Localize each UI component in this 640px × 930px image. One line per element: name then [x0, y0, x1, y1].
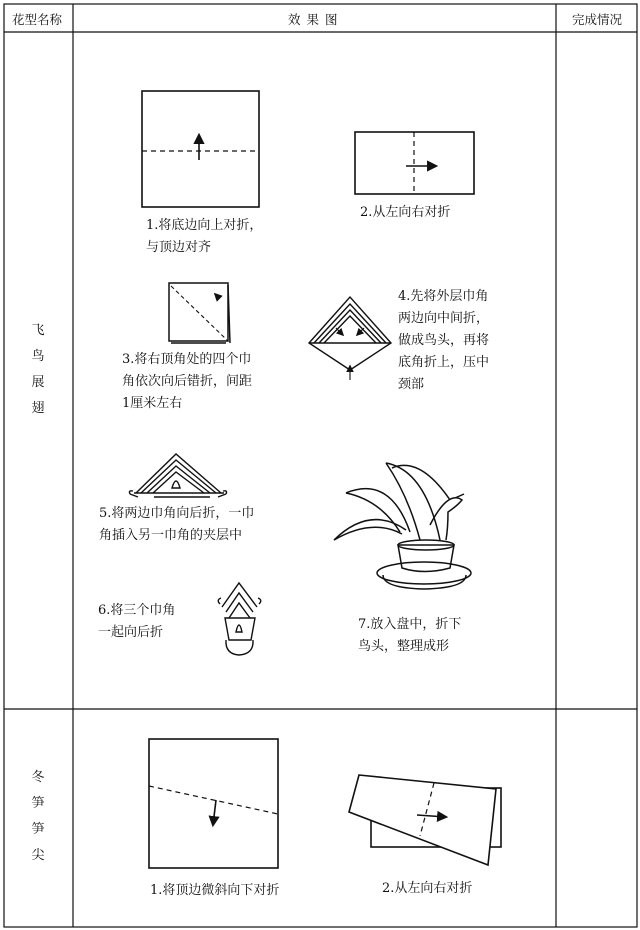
step4-diagram: [309, 297, 391, 380]
step2-caption: 2.从左向右对折: [360, 205, 451, 220]
step6-caption: 6.将三个巾角 一起向后折: [98, 603, 176, 640]
step3-diagram: [169, 283, 230, 343]
row1-name-char: 翅: [31, 401, 45, 416]
step6-diagram: [218, 583, 261, 655]
step3-caption: 3.将右顶角处的四个巾 角依次向后错折，间距 1厘米左右: [122, 352, 253, 411]
step5-caption: 5.将两边巾角向后折，一巾 角插入另一巾角的夹层中: [99, 506, 255, 543]
row1-name: [28, 318, 48, 422]
row1-name-char: 展: [31, 375, 45, 390]
header-flower-name: 花型名称: [12, 12, 63, 27]
step4-caption: 4.先将外层巾角 两边向中间折， 做成鸟头，再将 底角折上，压中 颈部: [398, 289, 490, 392]
step1-diagram: [142, 91, 259, 207]
step2-diagram: [355, 132, 474, 194]
row2-name: [28, 765, 48, 869]
row2-name-char: 笋: [31, 822, 45, 837]
row2-step2-caption: 2.从左向右对折: [382, 881, 473, 896]
header-completion: 完成情况: [572, 12, 623, 27]
row2-step2-diagram: [349, 775, 501, 865]
header-effect-diagram: 效 果 图: [288, 12, 339, 27]
row2-step1-caption: 1.将顶边微斜向下对折: [150, 883, 280, 898]
row2-name-char: 尖: [31, 848, 45, 863]
row2-name-char: 冬: [31, 770, 45, 785]
step7-diagram: [334, 463, 471, 589]
step7-caption: 7.放入盘中，折下 鸟头，整理成形: [358, 617, 462, 654]
step1-caption: 1.将底边向上对折， 与顶边对齐: [146, 218, 263, 255]
step5-diagram: [129, 454, 226, 497]
row2-step1-diagram: [149, 739, 278, 868]
table-border: [4, 4, 637, 927]
row2-name-char: 笋: [31, 796, 45, 811]
row1-name-char: 鸟: [31, 349, 45, 364]
row1-name-char: 飞: [31, 323, 45, 338]
